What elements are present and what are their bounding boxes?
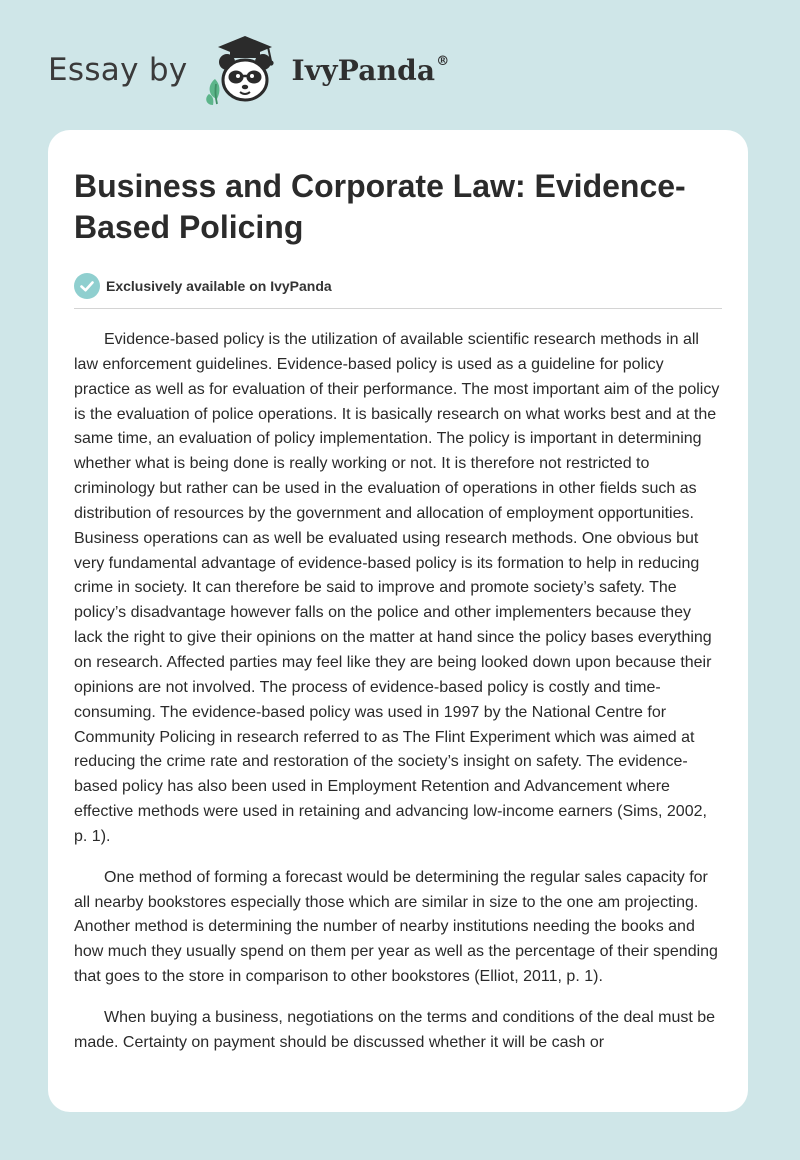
divider (74, 308, 722, 309)
checkmark-icon (74, 273, 100, 299)
essay-body (74, 328, 722, 1056)
essay-paragraph: When buying a business, negotiations on the terms and conditions of the deal must be made. Certainty on payment should be discussed whether it will be cash or (74, 1008, 716, 1051)
essay-title: Business and Corporate Law: Evidence-Based Policing (74, 168, 686, 245)
panda-logo-icon[interactable] (202, 30, 288, 110)
brand-name[interactable]: IvyPanda® (291, 53, 450, 87)
essay-paragraph: One method of forming a forecast would be determining the regular sales capacity for all nearby bookstores especially those which are similar in size to the one am projecting. Another method is determining the number of nearby institutions needing the books and how much they usually spend on them per year as well as the percentage of their spending that goes to the store in comparison to other bookstores (Elliot, 2011, p. 1). (74, 868, 718, 986)
essay-paragraph: Evidence-based policy is the utilization of available scientific research methods in all law enforcement guidelines. Evidence-based policy is used as a guideline for policy practice as well as for evaluation of their performance. The most important aim of the policy is the evaluation of police operations. It is basically research on what works best and at the same time, an evaluation of policy implementation. The policy is important in determining whether what is being done is really working or not. It is therefore not restricted to criminology but rather can be used in the evaluation of operations in other fields such as distribution of resources by the government and allocation of employment opportunities. Business operations can as well be evaluated using research methods. One obvious but very fundamental advantage of evidence-based policy is its formation to help in reducing crime in society. It can therefore be said to improve and promote society’s safety. The policy’s disadvantage however falls on the police and other implementers because they lack the right to give their opinions on the matter at hand since the policy bases everything on research. Affected parties may feel like they are being looked down upon because their opinions are not involved. The process of evidence-based policy is costly and time-consuming. The evidence-based policy was used in 1997 by the National Centre for Community Policing in research referred to as The Flint Experiment which was aimed at reducing the crime rate and restoration of the society’s insight on safety. The evidence-based policy has also been used in Employment Retention and Advancement where effective methods were used in retaining and advancing low-income earners (Sims, 2002, p. 1). (74, 331, 720, 845)
registered-mark: ® (436, 54, 450, 70)
essay-card (48, 130, 748, 1112)
exclusive-label: Exclusively available on IvyPanda (106, 278, 332, 294)
exclusive-badge (74, 272, 722, 300)
essay-by-label: Essay by (48, 52, 188, 88)
site-header (48, 30, 449, 110)
